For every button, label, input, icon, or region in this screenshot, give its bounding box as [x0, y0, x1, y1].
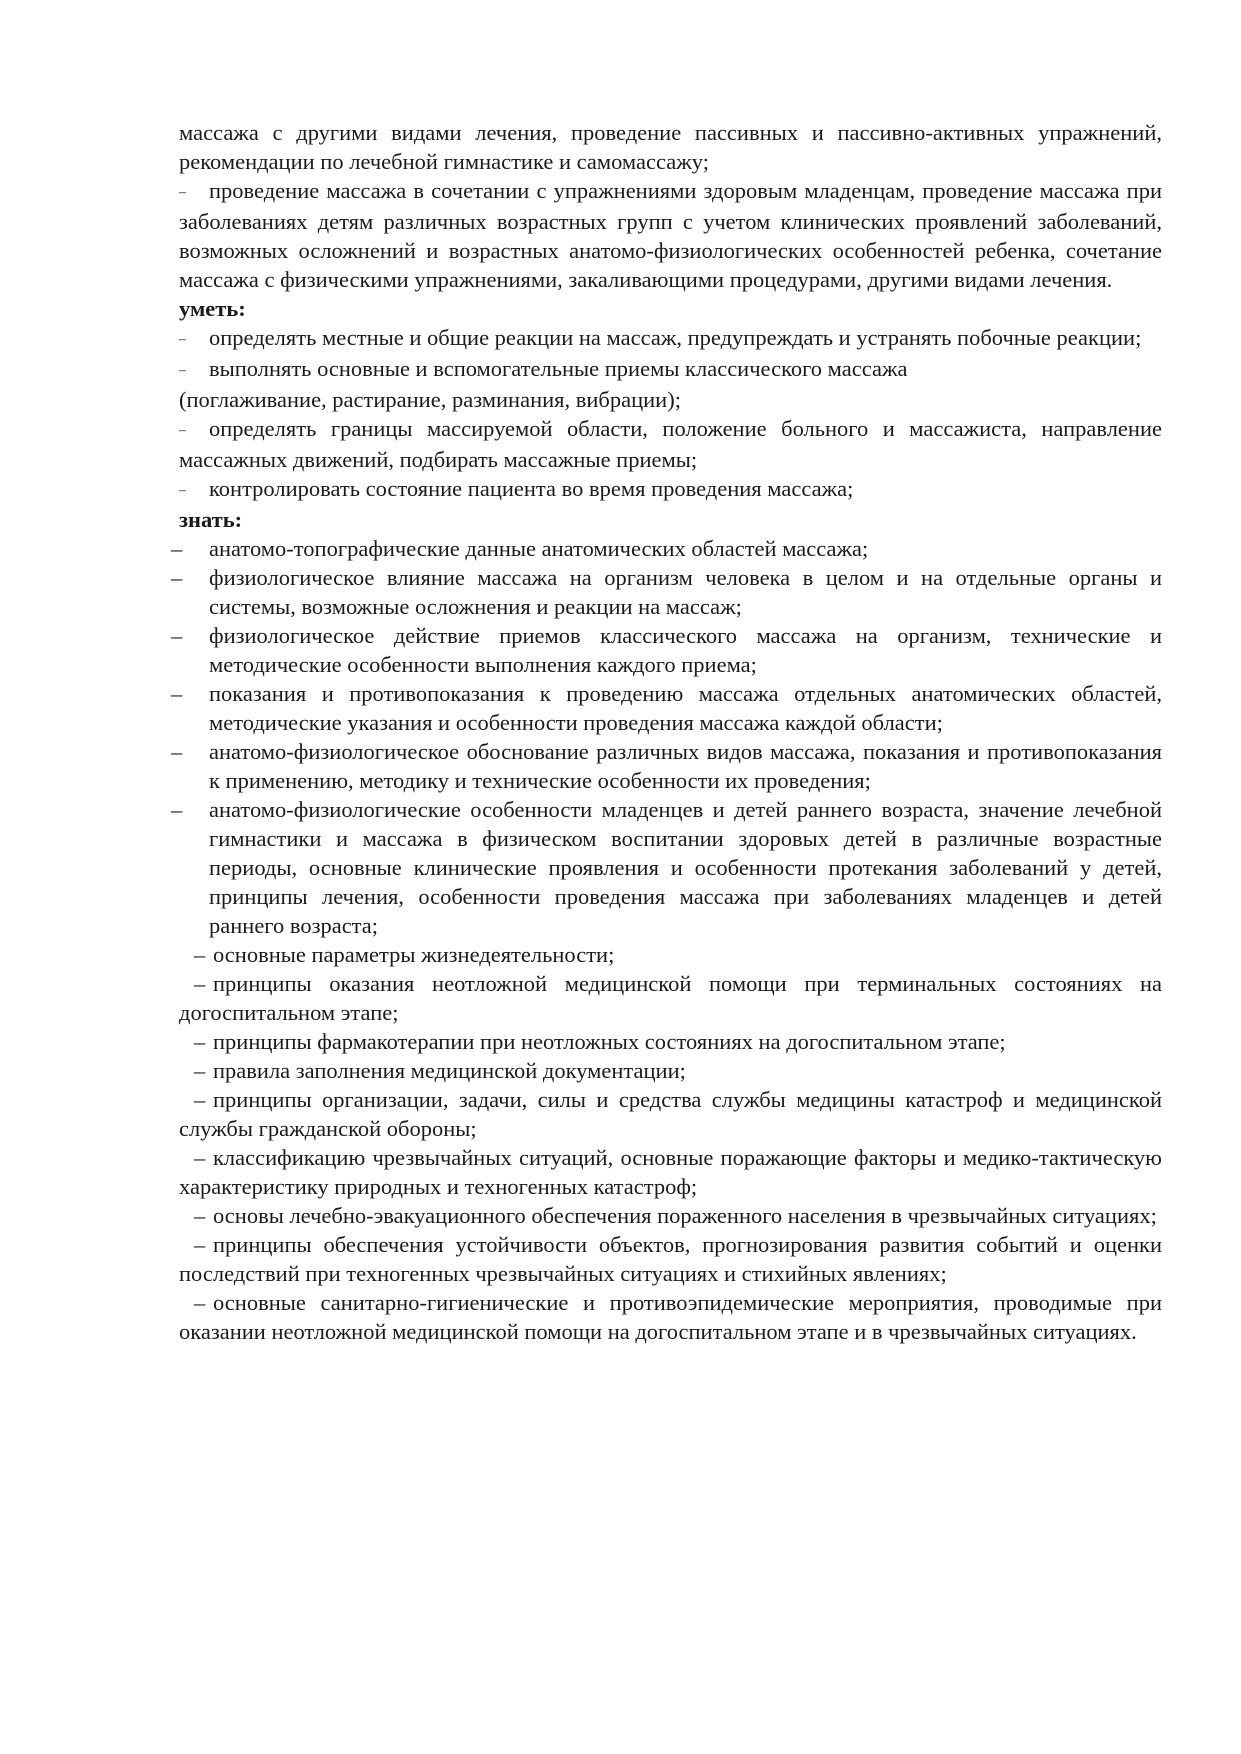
- dash-marker: –: [194, 1203, 206, 1228]
- list-item: – принципы оказания неотложной медицинской помощи при терминальных состояниях на догоспитальном этапе;: [179, 971, 1162, 1025]
- list-item: – контролировать состояние пациента во время проведения массажа;: [179, 474, 1162, 505]
- dash-marker: –: [179, 185, 186, 200]
- dash-marker: –: [179, 332, 186, 347]
- dash-marker: –: [194, 1232, 206, 1257]
- list-item: – классификацию чрезвычайных ситуаций, основные поражающие факторы и медико-тактическую характеристику природных и техногенных катастроф;: [179, 1145, 1162, 1199]
- dash-marker: –: [194, 1058, 206, 1083]
- list-item: – физиологическое влияние массажа на организм человека в целом и на отдельные органы и системы, возможные осложнения и реакции на массаж;: [171, 565, 1162, 619]
- list-item: – основные санитарно-гигиенические и противоэпидемические мероприятия, проводимые при оказании неотложной медицинской помощи на догоспитальном этапе и в чрезвычайных ситуациях.: [179, 1290, 1162, 1344]
- dash-marker: –: [194, 1290, 206, 1315]
- dash-marker: –: [171, 565, 183, 590]
- list-item: – принципы организации, задачи, силы и средства службы медицины катастроф и медицинской службы гражданской обороны;: [179, 1087, 1162, 1141]
- dash-marker: –: [179, 363, 186, 378]
- list-item: – принципы обеспечения устойчивости объектов, прогнозирования развития событий и оценки последствий при техногенных чрезвычайных ситуациях и стихийных явлениях;: [179, 1232, 1162, 1286]
- intro-paragraph-1: массажа с другими видами лечения, проведение пассивных и пассивно-активных упражнений, рекомендации по лечебной гимнастике и самомассажу;: [179, 120, 1162, 174]
- section-heading-znat: знать:: [179, 507, 243, 532]
- dash-marker: –: [194, 1029, 206, 1054]
- dash-marker: –: [194, 1087, 206, 1112]
- list-item: – определять границы массируемой области, положение больного и массажиста, направление массажных движений, подбирать массажные приемы;: [179, 416, 1162, 472]
- dash-marker: –: [171, 681, 183, 706]
- list-item: – анатомо-физиологические особенности младенцев и детей раннего возраста, значение лечебной гимнастики и массажа в физическом воспитании здоровых детей в различные возрастные периоды, основные клинические проявления и особенности протекания заболеваний у детей, принципы лечения, особенности проведения массажа при заболеваниях младенцев и детей раннего возраста;: [171, 797, 1162, 938]
- dash-marker: –: [171, 797, 183, 822]
- list-item: – анатомо-топографические данные анатомических областей массажа;: [171, 536, 869, 561]
- list-item: – правила заполнения медицинской документации;: [179, 1056, 1162, 1085]
- dash-marker: –: [179, 483, 186, 498]
- list-item-continuation: (поглаживание, растирание, разминания, вибрации);: [179, 387, 681, 412]
- dash-marker: –: [171, 536, 183, 561]
- dash-marker: –: [194, 1145, 206, 1170]
- dash-marker: –: [171, 739, 183, 764]
- dash-marker: –: [179, 423, 186, 438]
- list-item: – анатомо-физиологическое обоснование различных видов массажа, показания и противопоказания к применению, методику и технические особенности их проведения;: [171, 739, 1162, 793]
- section-heading-umet: уметь:: [179, 296, 246, 321]
- list-item: – определять местные и общие реакции на массаж, предупреждать и устранять побочные реакции;: [179, 323, 1162, 354]
- dash-marker: –: [194, 942, 206, 967]
- dash-marker: –: [171, 623, 183, 648]
- list-item: – показания и противопоказания к проведению массажа отдельных анатомических областей, методические указания и особенности проведения массажа каждой области;: [171, 681, 1162, 735]
- list-item: – выполнять основные и вспомогательные приемы классического массажа: [179, 354, 1162, 385]
- dash-marker: –: [194, 971, 206, 996]
- list-item: – физиологическое действие приемов классического массажа на организм, технические и методические особенности выполнения каждого приема;: [171, 623, 1162, 677]
- document-page: [171, 118, 1162, 1346]
- list-item: – основные параметры жизнедеятельности;: [179, 940, 1162, 969]
- intro-paragraph-2: – проведение массажа в сочетании с упражнениями здоровым младенцам, проведение массажа при заболеваниях детям различных возрастных групп с учетом клинических проявлений заболеваний, возможных осложнений и возрастных анатомо-физиологических особенностей ребенка, сочетание массажа с физическими упражнениями, закаливающими процедурами, другими видами лечения.: [179, 178, 1162, 292]
- list-item: – основы лечебно-эвакуационного обеспечения пораженного населения в чрезвычайных ситуациях;: [179, 1201, 1162, 1230]
- list-item: – принципы фармакотерапии при неотложных состояниях на догоспитальном этапе;: [179, 1027, 1162, 1056]
